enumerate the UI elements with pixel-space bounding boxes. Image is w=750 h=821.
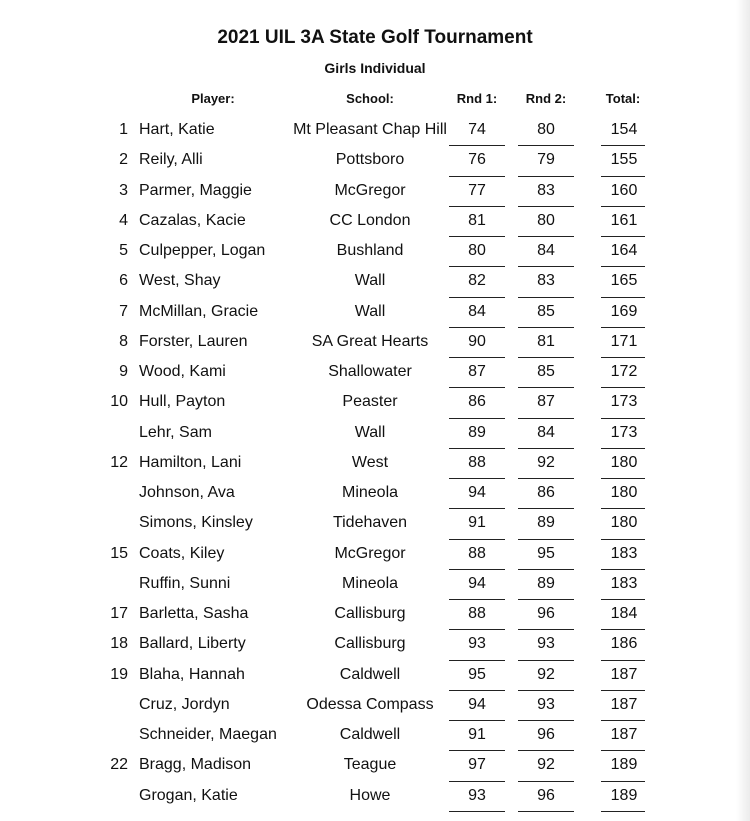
player-name-cell: Parmer, Maggie — [139, 181, 252, 199]
table-row — [0, 449, 750, 479]
school-cell: McGregor — [334, 544, 406, 562]
total-score-cell: 164 — [610, 242, 638, 259]
round2-score-cell: 89 — [537, 574, 555, 592]
round2-score-cell: 84 — [537, 423, 555, 441]
table-row — [0, 540, 750, 570]
total-score-cell: 180 — [610, 484, 638, 501]
round2-score-cell: 93 — [537, 695, 555, 713]
round2-score-cell: 96 — [537, 786, 555, 804]
table-row — [0, 358, 750, 388]
round1-score-cell: 86 — [468, 393, 486, 411]
total-score-cell: 169 — [610, 302, 638, 320]
school-cell: Wall — [354, 423, 386, 441]
school-cell: Shallowater — [328, 363, 412, 380]
table-row — [0, 207, 750, 237]
score-underline — [518, 811, 574, 812]
round1-score-cell: 77 — [468, 181, 486, 199]
school-cell: Howe — [349, 786, 391, 804]
school-cell: Pottsboro — [335, 151, 405, 169]
total-score-cell: 173 — [610, 423, 638, 441]
round2-score-cell: 92 — [537, 665, 555, 683]
total-score-cell: 180 — [610, 453, 638, 471]
round2-score-cell: 95 — [537, 544, 555, 562]
page-edge-shadow — [736, 0, 750, 821]
school-cell: Mineola — [341, 484, 399, 501]
school-cell: Callisburg — [334, 605, 406, 622]
table-row — [0, 509, 750, 539]
table-row — [0, 419, 750, 449]
table-row — [0, 782, 750, 812]
total-score-cell: 189 — [610, 756, 638, 774]
player-name-cell: Blaha, Hannah — [139, 665, 245, 683]
rank-cell: 15 — [110, 544, 128, 562]
round2-score-cell: 92 — [537, 756, 555, 774]
rank-cell: 22 — [110, 756, 128, 774]
player-name-cell: Wood, Kami — [139, 363, 226, 380]
total-score-cell: 160 — [610, 181, 638, 199]
round2-score-cell: 93 — [537, 635, 555, 653]
school-cell: Mt Pleasant Chap Hill — [293, 121, 447, 138]
round2-score-cell: 83 — [537, 272, 555, 290]
player-name-cell: West, Shay — [139, 272, 221, 290]
table-row — [0, 267, 750, 297]
round1-score-cell: 93 — [468, 786, 486, 804]
player-name-cell: Bragg, Madison — [139, 756, 252, 774]
total-score-cell: 184 — [610, 605, 638, 622]
player-name-cell: Forster, Lauren — [139, 332, 248, 350]
player-name-cell: Hamilton, Lani — [139, 453, 242, 471]
school-cell: Tidehaven — [332, 514, 408, 532]
score-underline — [449, 811, 505, 812]
rank-cell: 17 — [110, 605, 128, 622]
total-score-cell: 154 — [610, 121, 638, 138]
round1-score-cell: 97 — [468, 756, 486, 774]
table-row — [0, 479, 750, 509]
round1-score-cell: 81 — [468, 211, 486, 229]
table-row — [0, 630, 750, 660]
school-cell: Teague — [343, 756, 397, 774]
round1-score-cell: 89 — [468, 423, 486, 441]
table-row — [0, 298, 750, 328]
round1-score-cell: 91 — [468, 514, 486, 532]
table-row — [0, 116, 750, 146]
table-row — [0, 691, 750, 721]
player-name-cell: Reily, Alli — [139, 151, 203, 169]
table-row — [0, 721, 750, 751]
header-rnd1: Rnd 1: — [456, 91, 498, 106]
results-table — [0, 116, 750, 812]
player-name-cell: Cruz, Jordyn — [139, 695, 230, 713]
round2-score-cell: 85 — [537, 302, 555, 320]
round1-score-cell: 84 — [468, 302, 486, 320]
round2-score-cell: 92 — [537, 453, 555, 471]
player-name-cell: Coats, Kiley — [139, 544, 225, 562]
table-row — [0, 600, 750, 630]
round2-score-cell: 87 — [537, 393, 555, 411]
total-score-cell: 173 — [610, 393, 638, 411]
round2-score-cell: 80 — [537, 211, 555, 229]
player-name-cell: Johnson, Ava — [139, 484, 235, 501]
table-row — [0, 661, 750, 691]
table-row — [0, 177, 750, 207]
school-cell: Wall — [354, 272, 386, 290]
total-score-cell: 189 — [610, 786, 638, 804]
round1-score-cell: 88 — [468, 544, 486, 562]
school-cell: SA Great Hearts — [311, 332, 429, 350]
header-total: Total: — [605, 91, 641, 106]
score-underline — [601, 811, 645, 812]
round1-score-cell: 94 — [468, 484, 486, 501]
rank-cell: 8 — [119, 332, 128, 350]
table-row — [0, 328, 750, 358]
rank-cell: 9 — [119, 363, 128, 380]
round2-score-cell: 86 — [537, 484, 555, 501]
round2-score-cell: 85 — [537, 363, 555, 380]
total-score-cell: 165 — [610, 272, 638, 290]
player-name-cell: Hart, Katie — [139, 121, 215, 138]
total-score-cell: 187 — [610, 695, 638, 713]
round1-score-cell: 76 — [468, 151, 486, 169]
total-score-cell: 183 — [610, 574, 638, 592]
total-score-cell: 172 — [610, 363, 638, 380]
round1-score-cell: 94 — [468, 574, 486, 592]
school-cell: Mineola — [341, 574, 399, 592]
rank-cell: 4 — [119, 211, 128, 229]
header-player: Player: — [191, 91, 235, 106]
table-header — [0, 91, 750, 111]
round2-score-cell: 80 — [537, 121, 555, 138]
rank-cell: 6 — [119, 272, 128, 290]
table-row — [0, 237, 750, 267]
round2-score-cell: 96 — [537, 726, 555, 743]
total-score-cell: 187 — [610, 726, 638, 743]
round2-score-cell: 96 — [537, 605, 555, 622]
total-score-cell: 171 — [610, 332, 638, 350]
player-name-cell: Hull, Payton — [139, 393, 226, 411]
round1-score-cell: 90 — [468, 332, 486, 350]
table-row — [0, 146, 750, 176]
table-row — [0, 388, 750, 418]
rank-cell: 12 — [110, 453, 128, 471]
school-cell: McGregor — [334, 181, 406, 199]
round1-score-cell: 94 — [468, 695, 486, 713]
total-score-cell: 183 — [610, 544, 638, 562]
rank-cell: 19 — [110, 665, 128, 683]
player-name-cell: Barletta, Sasha — [139, 605, 249, 622]
total-score-cell: 161 — [610, 211, 638, 229]
rank-cell: 10 — [110, 393, 128, 411]
round1-score-cell: 82 — [468, 272, 486, 290]
player-name-cell: Schneider, Maegan — [139, 726, 277, 743]
table-row — [0, 751, 750, 781]
school-cell: Peaster — [342, 393, 398, 411]
rank-cell: 2 — [119, 151, 128, 169]
school-cell: Caldwell — [339, 665, 401, 683]
player-name-cell: Simons, Kinsley — [139, 514, 253, 532]
round1-score-cell: 91 — [468, 726, 486, 743]
school-cell: Bushland — [336, 242, 404, 259]
round1-score-cell: 95 — [468, 665, 486, 683]
total-score-cell: 180 — [610, 514, 638, 532]
round1-score-cell: 88 — [468, 605, 486, 622]
school-cell: Callisburg — [334, 635, 406, 653]
player-name-cell: Ruffin, Sunni — [139, 574, 231, 592]
player-name-cell: Lehr, Sam — [139, 423, 212, 441]
round1-score-cell: 87 — [468, 363, 486, 380]
total-score-cell: 155 — [610, 151, 638, 169]
page-subtitle: Girls Individual — [324, 60, 426, 76]
school-cell: CC London — [329, 211, 411, 229]
round2-score-cell: 81 — [537, 332, 555, 350]
player-name-cell: Cazalas, Kacie — [139, 211, 246, 229]
school-cell: West — [351, 453, 389, 471]
total-score-cell: 186 — [610, 635, 638, 653]
round1-score-cell: 74 — [468, 121, 486, 138]
player-name-cell: Ballard, Liberty — [139, 635, 246, 653]
player-name-cell: McMillan, Gracie — [139, 302, 259, 320]
rank-cell: 1 — [119, 121, 128, 138]
header-school: School: — [346, 91, 394, 106]
table-row — [0, 570, 750, 600]
rank-cell: 18 — [110, 635, 128, 653]
rank-cell: 7 — [119, 302, 128, 320]
page-title: 2021 UIL 3A State Golf Tournament — [217, 27, 533, 48]
total-score-cell: 187 — [610, 665, 638, 683]
round2-score-cell: 83 — [537, 181, 555, 199]
rank-cell: 5 — [119, 242, 128, 259]
school-cell: Odessa Compass — [306, 695, 434, 713]
round1-score-cell: 93 — [468, 635, 486, 653]
rank-cell: 3 — [119, 181, 128, 199]
round2-score-cell: 89 — [537, 514, 555, 532]
round1-score-cell: 80 — [468, 242, 486, 259]
player-name-cell: Culpepper, Logan — [139, 242, 266, 259]
school-cell: Wall — [354, 302, 386, 320]
school-cell: Caldwell — [339, 726, 401, 743]
round2-score-cell: 84 — [537, 242, 555, 259]
header-rnd2: Rnd 2: — [525, 91, 567, 106]
player-name-cell: Grogan, Katie — [139, 786, 238, 804]
round2-score-cell: 79 — [537, 151, 555, 169]
round1-score-cell: 88 — [468, 453, 486, 471]
